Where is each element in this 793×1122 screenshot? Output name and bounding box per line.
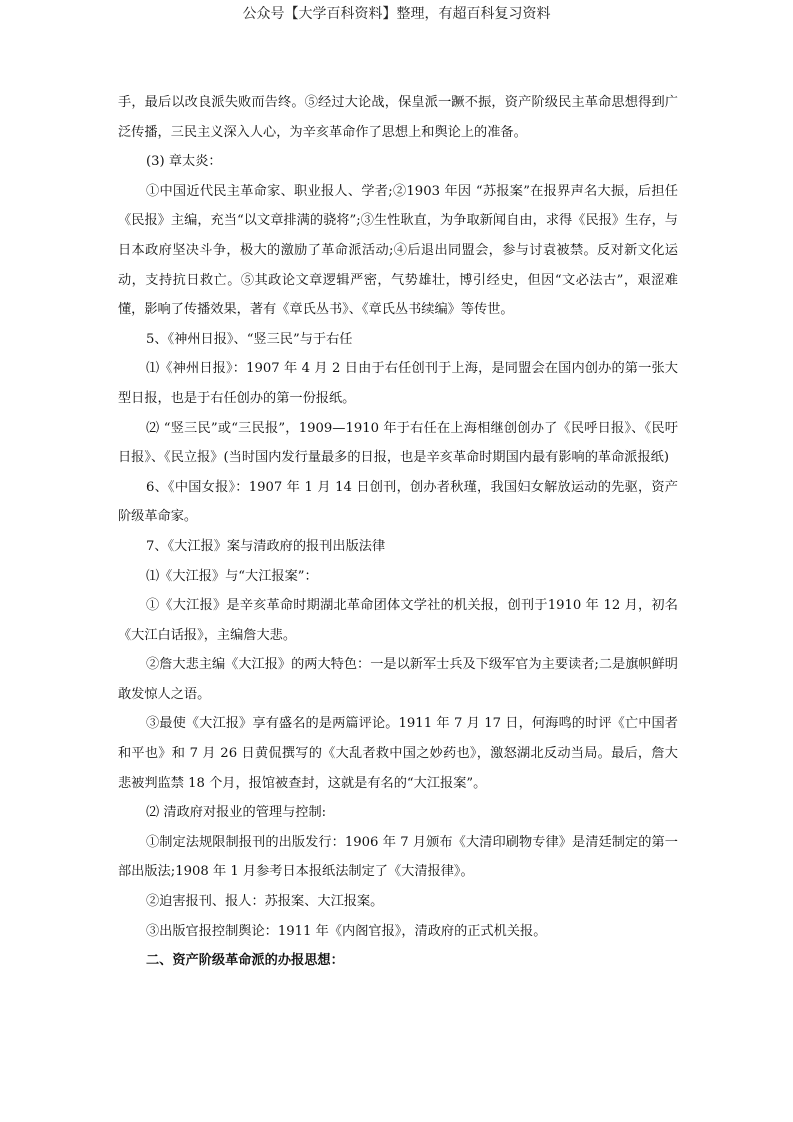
section-heading: 7、《大江报》案与清政府的报刊出版法律: [146, 538, 386, 554]
page-header: 公众号【大学百科资料】整理，有超百科复习资料: [242, 6, 551, 22]
paragraph: 6、《中国女报》：1907 年 1 月 14 日创刊，创办者秋瑾，我国妇女解放运动的先驱，资产阶级革命家。: [118, 479, 678, 525]
chapter-heading: 二、资产阶级革命派的办报思想：: [146, 953, 344, 969]
paragraph: ③最使《大江报》享有盛名的是两篇评论。1911 年 7 月 17 日，何海鸣的时评《亡中国者和平也》和 7 月 26 日黄侃撰写的《大乱者救中国之妙药也》，激怒湖北反动当局。最后，詹大悲被判监禁 18 个月，报馆被查封，这就是有名的“大江报案”。: [118, 716, 678, 791]
paragraph: ①制定法规限制报刊的出版发行：1906 年 7 月颁布《大清印刷物专律》是清廷制定的第一部出版法;1908 年 1 月参考日本报纸法制定了《大清报律》。: [118, 834, 678, 880]
sub-heading: ⑴《大江报》与“大江报案”：: [146, 568, 318, 584]
paragraph: ③出版官报控制舆论：1911 年《内阁官报》，清政府的正式机关报。: [146, 923, 547, 939]
section-heading: 5、《神州日报》、“竖三民”与于右任: [146, 331, 353, 347]
paragraph: 手，最后以改良派失败而告终。⑤经过大论战，保皇派一蹶不振，资产阶级民主革命思想得到广泛传播，三民主义深入人心，为辛亥革命作了思想上和舆论上的准备。: [118, 95, 678, 140]
section-heading: (3) 章太炎：: [146, 154, 222, 170]
sub-heading: ⑵ 清政府对报业的管理与控制:: [146, 805, 327, 821]
paragraph: ②迫害报刊、报人：苏报案、大江报案。: [146, 894, 384, 910]
paragraph: ⑵ “竖三民”或“三民报”，1909—1910 年于右任在上海相继创创办了《民呼日报》、《民吁日报》、《民立报》(当时国内发行量最多的日报，也是辛亥革命时期国内最有影响的革命派报纸): [118, 420, 678, 466]
document-body: [118, 88, 678, 976]
paragraph: ②詹大悲主编《大江报》的两大特色：一是以新军士兵及下级军官为主要读者;二是旗帜鲜明敢发惊人之语。: [118, 657, 678, 702]
paragraph: ⑴《神州日报》：1907 年 4 月 2 日由于右任创刊于上海，是同盟会在国内创办的第一张大型日报，也是于右任创办的第一份报纸。: [118, 361, 678, 406]
paragraph: ①中国近代民主革命家、职业报人、学者;②1903 年因 “苏报案”在报界声名大振，后担任《民报》主编，充当“以文章排满的骁将”;③生性耿直，为争取新闻自由，求得《民报》生存，与日本政府坚决斗争，极大的激励了革命派活动;④后退出同盟会，参与讨袁被禁。反对新文化运动，支持抗日救亡。⑤其政论文章逻辑严密，气势雄壮，博引经史，但因“文必法古”，艰涩难懂，影响了传播效果，著有《章氏丛书》、《章氏丛书续编》等传世。: [118, 183, 678, 318]
paragraph: ①《大江报》是辛亥革命时期湖北革命团体文学社的机关报，创刊于1910 年 12 月，初名《大江白话报》，主编詹大悲。: [118, 598, 678, 643]
